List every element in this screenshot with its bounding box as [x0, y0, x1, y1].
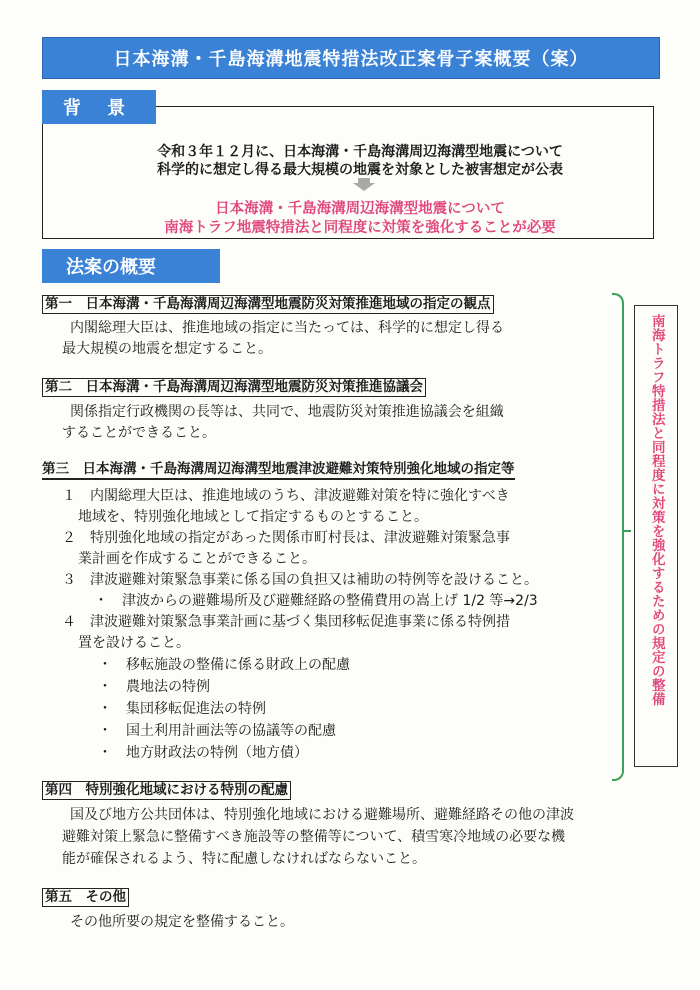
arrow-down-icon	[353, 183, 375, 191]
section-3-bullet: ・ 地方財政法の特例（地方債）	[98, 745, 308, 761]
section-3-heading: 第三 日本海溝・千島海溝周辺海溝型地震津波避難対策特別強化地域の指定等	[42, 461, 515, 480]
section-3-bullet: ・ 集団移転促進法の特例	[98, 701, 266, 717]
section-3-item-3: ３ 津波避難対策緊急事業に係る国の負担又は補助の特例等を設けること。	[62, 572, 538, 588]
section-1-heading: 第一 日本海溝・千島海溝周辺海溝型地震防災対策推進地域の指定の観点	[42, 295, 494, 314]
section-3-bullet: ・ 国土利用計画法等の協議等の配慮	[98, 723, 336, 739]
section-2-heading: 第二 日本海溝・千島海溝周辺海溝型地震防災対策推進協議会	[42, 378, 426, 397]
background-tag: 背 景	[42, 90, 156, 124]
section-3-item-1: 地域を、特別強化地域として指定するものとすること。	[78, 509, 428, 525]
section-3-bullet: ・ 移転施設の整備に係る財政上の配慮	[98, 657, 350, 673]
section-3-item-1: １ 内閣総理大臣は、推進地域のうち、津波避難対策を特に強化すべき	[62, 488, 510, 504]
right-brace-tip	[622, 530, 631, 532]
section-1-text: 最大規模の地震を想定すること。	[62, 341, 272, 357]
section-2-text: 関係指定行政機関の長等は、共同で、地震防災対策推進協議会を組織	[70, 404, 504, 420]
right-brace	[612, 293, 624, 781]
section-1-text: 内閣総理大臣は、推進地域の指定に当たっては、科学的に想定し得る	[70, 320, 504, 336]
section-4-text: 能が確保されるよう、特に配慮しなければならないこと。	[62, 851, 426, 867]
section-3-bullet: ・ 農地法の特例	[98, 679, 210, 695]
section-4-heading: 第四 特別強化地域における特別の配慮	[42, 781, 291, 800]
section-3-item-3-sub: ・ 津波からの避難場所及び避難経路の整備費用の嵩上げ 1/2 等→2/3	[94, 593, 538, 609]
section-4-text: 避難対策上緊急に整備すべき施設等の整備等について、積雪寒冷地域の必要な機	[62, 829, 566, 845]
page-title: 日本海溝・千島海溝地震特措法改正案骨子案概要（案）	[42, 37, 660, 79]
section-5-text: その他所要の規定を整備すること。	[70, 914, 294, 930]
section-3-item-2: ２ 特別強化地域の指定があった関係市町村長は、津波避難対策緊急事	[62, 530, 510, 546]
section-2-text: することができること。	[62, 425, 216, 441]
background-line-2: 科学的に想定し得る最大規模の地震を対象とした被害想定が公表	[157, 162, 563, 178]
side-note-text: 南海トラフ特措法と同程度に対策を強化するための規定の整備	[648, 314, 665, 706]
section-3-item-4: 置を設けること。	[78, 635, 190, 651]
section-3-item-2: 業計画を作成することができること。	[78, 551, 316, 567]
background-conclusion-1: 日本海溝・千島海溝周辺海溝型地震について	[215, 201, 505, 217]
section-5-heading: 第五 その他	[42, 888, 129, 907]
background-conclusion-2: 南海トラフ地震特措法と同程度に対策を強化することが必要	[164, 220, 556, 236]
section-3-item-4: ４ 津波避難対策緊急事業計画に基づく集団移転促進事業に係る特例措	[62, 614, 510, 630]
section-4-text: 国及び地方公共団体は、特別強化地域における避難場所、避難経路その他の津波	[70, 807, 574, 823]
overview-tag: 法案の概要	[42, 249, 220, 283]
side-note-box	[634, 305, 678, 767]
background-line-1: 令和３年１２月に、日本海溝・千島海溝周辺海溝型地震について	[157, 144, 563, 160]
